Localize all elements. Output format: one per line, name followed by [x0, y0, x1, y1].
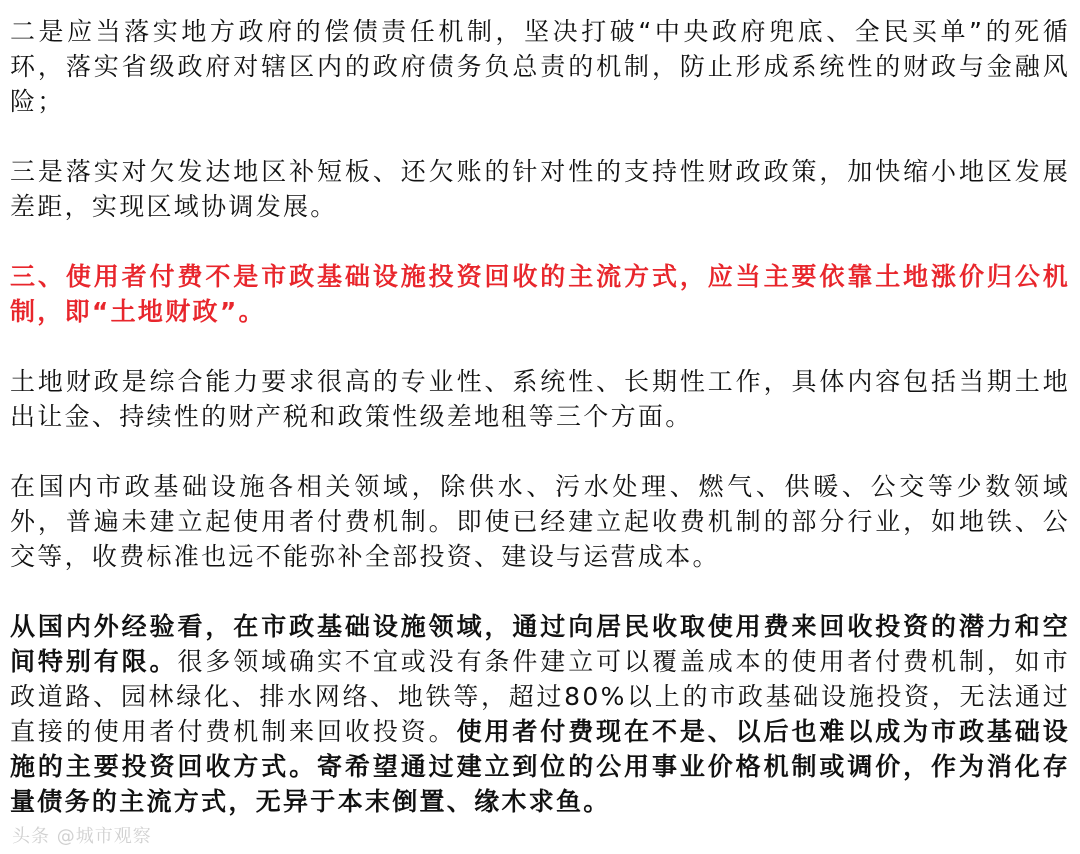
section-heading-land-finance: 三、使用者付费不是市政基础设施投资回收的主流方式，应当主要依靠土地涨价归公机制，即“土地财政”。	[10, 262, 1070, 326]
paragraph-gap	[10, 434, 1070, 469]
statement-examples: 很多领域确实不宜或没有条件建立可以覆盖成本的使用者付费机制，如市政道路、园林绿化、排水网络、地铁等，超过80%以上的市政基础设施投资，无法通过直接的使用者付费机制来回收投资。	[10, 647, 1070, 746]
paragraph-experience-conclusion	[10, 609, 1070, 819]
paragraph-gap	[10, 224, 1070, 259]
article-body	[10, 14, 1070, 819]
paragraph-local-debt-responsibility: 二是应当落实地方政府的偿债责任机制，坚决打破“中央政府兜底、全民买单”的死循环，落实省级政府对辖区内的政府债务负总责的机制，防止形成系统性的财政与金融风险；	[10, 17, 1070, 116]
bold-statement-limited-potential: 从国内外经验看，在市政基础设施领域，通过向居民收取使用费来回收投资的潜力和空间特别有限。	[10, 612, 1070, 676]
paragraph-land-finance-definition: 土地财政是综合能力要求很高的专业性、系统性、长期性工作，具体内容包括当期土地出让金、持续性的财产税和政策性级差地租等三个方面。	[10, 367, 1070, 431]
paragraph-gap	[10, 329, 1070, 364]
bold-statement-conclusion: 使用者付费现在不是、以后也难以成为市政基础设施的主要投资回收方式。寄希望通过建立到位的公用事业价格机制或调价，作为消化存量债务的主流方式，无异于本末倒置、缘木求鱼。	[10, 717, 1070, 816]
paragraph-user-fee-status: 在国内市政基础设施各相关领域，除供水、污水处理、燃气、供暖、公交等少数领域外，普遍未建立起使用者付费机制。即使已经建立起收费机制的部分行业，如地铁、公交等，收费标准也远不能弥补全部投资、建设与运营成本。	[10, 472, 1070, 571]
watermark-text: 头条 @城市观察	[12, 826, 152, 847]
paragraph-gap	[10, 574, 1070, 609]
paragraph-gap	[10, 119, 1070, 154]
paragraph-underdeveloped-regions: 三是落实对欠发达地区补短板、还欠账的针对性的支持性财政政策，加快缩小地区发展差距，实现区域协调发展。	[10, 157, 1070, 221]
